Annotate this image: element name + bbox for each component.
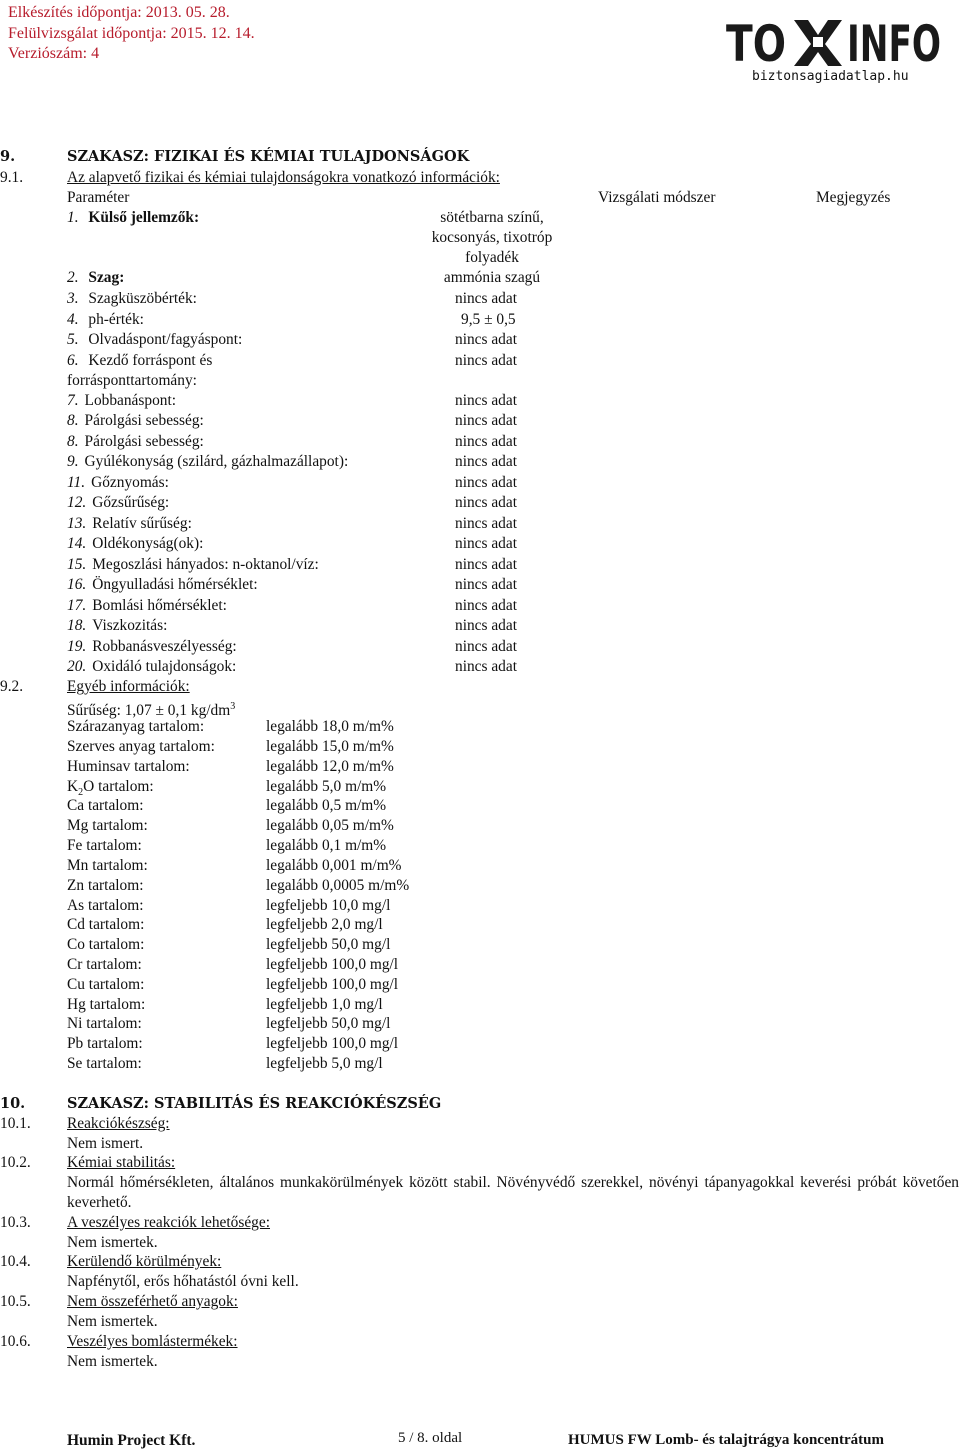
property-value: nincs adat xyxy=(455,576,517,593)
property-row xyxy=(67,534,203,554)
property-row xyxy=(67,596,227,616)
footer-page-number: 5 / 8. oldal xyxy=(398,1430,463,1446)
property-value: nincs adat xyxy=(455,412,517,429)
content-label: As tartalom: xyxy=(67,897,144,914)
subsection-9-1-number: 9.1. xyxy=(0,169,24,186)
property-label: Viszkozitás: xyxy=(92,617,168,634)
content-value: legalább 0,1 m/m% xyxy=(266,837,387,854)
property-value: ammónia szagú xyxy=(443,269,541,286)
subsection-number: 10.6. xyxy=(0,1333,31,1350)
subsection-9-2-title: Egyéb információk: xyxy=(67,678,190,695)
property-row xyxy=(67,411,204,431)
column-header-parameter: Paraméter xyxy=(67,189,130,206)
section10-title: SZAKASZ: STABILITÁS ÉS REAKCIÓKÉSZSÉG xyxy=(67,1095,442,1112)
property-value: nincs adat xyxy=(455,352,517,369)
property-row xyxy=(67,514,192,534)
property-number: 9. xyxy=(67,453,79,470)
subsection-text: Nem ismertek. xyxy=(67,1313,158,1330)
version-number: Verziószám: 4 xyxy=(8,45,100,62)
property-label: Párolgási sebesség: xyxy=(84,412,204,429)
property-number: 6. xyxy=(67,352,79,369)
property-value: nincs adat xyxy=(455,535,517,552)
content-label: Pb tartalom: xyxy=(67,1035,143,1052)
subsection-title: Kémiai stabilitás: xyxy=(67,1154,176,1171)
property-label: ph-érték: xyxy=(88,311,144,328)
property-label: Szag: xyxy=(88,269,125,286)
property-number: 8. xyxy=(67,412,79,429)
property-row xyxy=(67,473,169,493)
subsection-text: Normál hőmérsékleten, általános munkakörülmények között stabil. Növényvédő szerekkel, növényi tápanyagokkal keverési próbát követően keverhető. xyxy=(67,1174,959,1211)
property-label: Megoszlási hányados: n-oktanol/víz: xyxy=(92,556,319,573)
property-value: nincs adat xyxy=(455,556,517,573)
property-value: nincs adat xyxy=(455,638,517,655)
property-value: nincs adat xyxy=(455,494,517,511)
subsection-text: Nem ismert. xyxy=(67,1135,144,1152)
property-row xyxy=(67,268,124,288)
property-number: 7. xyxy=(67,392,79,409)
subsection-title: Kerülendő körülmények: xyxy=(67,1253,222,1270)
property-label: Oldékonyság(ok): xyxy=(92,535,204,552)
property-number: 13. xyxy=(67,515,87,532)
content-value: legfeljebb 50,0 mg/l xyxy=(266,1015,391,1032)
property-number: 8. xyxy=(67,433,79,450)
content-label: Zn tartalom: xyxy=(67,877,144,894)
subsection-title: Nem összeférhető anyagok: xyxy=(67,1293,238,1310)
property-label: Kezdő forráspont és xyxy=(88,352,213,369)
subsection-title: Veszélyes bomlástermékek: xyxy=(67,1333,238,1350)
subsection-text: Napfénytől, erős hőhatástól óvni kell. xyxy=(67,1273,299,1290)
property-row xyxy=(67,555,319,575)
content-label: Cd tartalom: xyxy=(67,916,145,933)
property-value: nincs adat xyxy=(455,433,517,450)
subsection-text: Nem ismertek. xyxy=(67,1353,158,1370)
property-number: 19. xyxy=(67,638,87,655)
subsection-number: 10.5. xyxy=(0,1293,31,1310)
property-value: nincs adat xyxy=(455,331,517,348)
content-value: legfeljebb 100,0 mg/l xyxy=(266,976,399,993)
property-row xyxy=(67,391,176,411)
property-row xyxy=(67,310,144,330)
property-value: nincs adat xyxy=(455,290,517,307)
property-label: Olvadáspont/fagyáspont: xyxy=(88,331,243,348)
column-header-method: Vizsgálati módszer xyxy=(598,189,716,206)
property-row xyxy=(67,637,237,657)
content-value: legalább 5,0 m/m% xyxy=(266,778,387,795)
property-number: 4. xyxy=(67,311,79,328)
content-value: legalább 18,0 m/m% xyxy=(266,718,394,735)
property-value: 9,5 ± 0,5 xyxy=(461,311,516,328)
property-label: Bomlási hőmérséklet: xyxy=(92,597,227,614)
property-label: Gőznyomás: xyxy=(91,474,169,491)
property-row xyxy=(67,330,242,350)
property-row xyxy=(67,575,258,595)
property-number: 17. xyxy=(67,597,87,614)
property-value-line: sötétbarna színű, xyxy=(440,209,544,226)
content-label-part: K xyxy=(67,778,79,795)
content-label-part: O tartalom: xyxy=(83,778,154,795)
property-number: 11. xyxy=(67,474,86,491)
content-value: legfeljebb 5,0 mg/l xyxy=(266,1055,383,1072)
content-label: Ni tartalom: xyxy=(67,1015,142,1032)
footer-company: Humin Project Kft. xyxy=(67,1432,196,1449)
property-label: Oxidáló tulajdonságok: xyxy=(92,658,237,675)
document-header xyxy=(8,3,255,65)
content-label-subscript: 2 xyxy=(78,787,84,799)
property-row xyxy=(67,351,212,371)
property-label: Párolgási sebesség: xyxy=(84,433,204,450)
content-label: Mg tartalom: xyxy=(67,817,148,834)
property-number: 14. xyxy=(67,535,87,552)
created-date: Elkészítés időpontja: 2013. 05. 28. xyxy=(8,4,230,21)
logo-x-mark-icon xyxy=(794,20,842,66)
property-value: nincs adat xyxy=(455,453,517,470)
content-label: Cr tartalom: xyxy=(67,956,142,973)
property-row xyxy=(67,289,197,309)
subsection-9-1-title: Az alapvető fizikai és kémiai tulajdonságokra vonatkozó információk: xyxy=(67,169,500,186)
property-label: Gőzsűrűség: xyxy=(92,494,170,511)
property-row xyxy=(67,208,199,228)
subsection-title: Reakciókészség: xyxy=(67,1115,170,1132)
content-value: legalább 0,05 m/m% xyxy=(266,817,394,834)
content-label: Huminsav tartalom: xyxy=(67,758,190,775)
property-label: Öngyulladási hőmérséklet: xyxy=(92,576,258,593)
property-row xyxy=(67,452,348,472)
logo-text-right: INFO xyxy=(847,16,941,68)
property-row xyxy=(67,493,169,513)
content-label: Cu tartalom: xyxy=(67,976,145,993)
content-value: legalább 15,0 m/m% xyxy=(266,738,394,755)
property-value: nincs adat xyxy=(455,515,517,532)
toxinfo-logo xyxy=(726,16,942,68)
property-number: 18. xyxy=(67,617,87,634)
property-value: nincs adat xyxy=(455,658,517,675)
section9-number: 9. xyxy=(0,148,16,165)
property-number: 2. xyxy=(67,269,79,286)
content-value: legalább 0,0005 m/m% xyxy=(266,877,410,894)
property-number: 20. xyxy=(67,658,87,675)
subsection-number: 10.1. xyxy=(0,1115,31,1132)
logo-url: biztonsagiadatlap.hu xyxy=(752,69,909,84)
content-label: Se tartalom: xyxy=(67,1055,142,1072)
property-number: 3. xyxy=(67,290,79,307)
section10-number: 10. xyxy=(0,1095,26,1112)
content-label: Mn tartalom: xyxy=(67,857,148,874)
density-text: Sűrűség: 1,07 ± 0,1 kg/dm xyxy=(67,702,231,720)
logo-text-left: TO xyxy=(726,16,786,68)
content-value: legalább 0,5 m/m% xyxy=(266,797,387,814)
content-value: legalább 12,0 m/m% xyxy=(266,758,394,775)
property-value: nincs adat xyxy=(455,617,517,634)
property-label: Gyúlékonyság (szilárd, gázhalmazállapot): xyxy=(84,453,349,470)
content-label: Fe tartalom: xyxy=(67,837,142,854)
property-label: Robbanásveszélyesség: xyxy=(92,638,237,655)
content-value: legfeljebb 10,0 mg/l xyxy=(266,897,391,914)
content-label: Szárazanyag tartalom: xyxy=(67,718,205,735)
property-row xyxy=(67,432,204,452)
property-number: 5. xyxy=(67,331,79,348)
content-value: legfeljebb 2,0 mg/l xyxy=(266,916,383,933)
subsection-text: Nem ismertek. xyxy=(67,1234,158,1251)
subsection-title: A veszélyes reakciók lehetősége: xyxy=(67,1214,270,1231)
density-exponent: 3 xyxy=(230,701,236,712)
content-value: legalább 0,001 m/m% xyxy=(266,857,402,874)
property-label: Szagküszöbérték: xyxy=(88,290,197,307)
property-row xyxy=(67,616,167,636)
property-number: 1. xyxy=(67,209,79,226)
property-number: 12. xyxy=(67,494,87,511)
property-label-continued: forrásponttartomány: xyxy=(67,372,197,389)
content-value: legfeljebb 100,0 mg/l xyxy=(266,1035,399,1052)
footer-product-name: HUMUS FW Lomb- és talajtrágya koncentrátum xyxy=(568,1432,884,1448)
property-value: nincs adat xyxy=(455,597,517,614)
revised-date: Felülvizsgálat időpontja: 2015. 12. 14. xyxy=(8,24,255,42)
subsection-number: 10.2. xyxy=(0,1154,31,1171)
subsection-9-2-number: 9.2. xyxy=(0,678,24,695)
property-number: 15. xyxy=(67,556,87,573)
property-number: 16. xyxy=(67,576,87,593)
property-row xyxy=(67,657,236,677)
property-label: Külső jellemzők: xyxy=(88,209,200,226)
column-header-note: Megjegyzés xyxy=(816,189,891,206)
property-value: nincs adat xyxy=(455,392,517,409)
property-label: Relatív sűrűség: xyxy=(92,515,192,532)
toxinfo-logo-graphic xyxy=(726,16,942,68)
content-value: legfeljebb 100,0 mg/l xyxy=(266,956,399,973)
subsection-number: 10.3. xyxy=(0,1214,31,1231)
subsection-number: 10.4. xyxy=(0,1253,31,1270)
content-label: Szerves anyag tartalom: xyxy=(67,738,215,755)
content-value: legfeljebb 50,0 mg/l xyxy=(266,936,391,953)
section9-title: SZAKASZ: FIZIKAI ÉS KÉMIAI TULAJDONSÁGOK xyxy=(67,148,470,165)
property-value-line: kocsonyás, tixotróp xyxy=(431,229,553,246)
property-label: Lobbanáspont: xyxy=(84,392,177,409)
property-value: nincs adat xyxy=(455,474,517,491)
property-value-line: folyadék xyxy=(465,249,519,266)
content-value: legfeljebb 1,0 mg/l xyxy=(266,996,383,1013)
content-label: Co tartalom: xyxy=(67,936,145,953)
content-label: Hg tartalom: xyxy=(67,996,146,1013)
content-label: Ca tartalom: xyxy=(67,797,144,814)
